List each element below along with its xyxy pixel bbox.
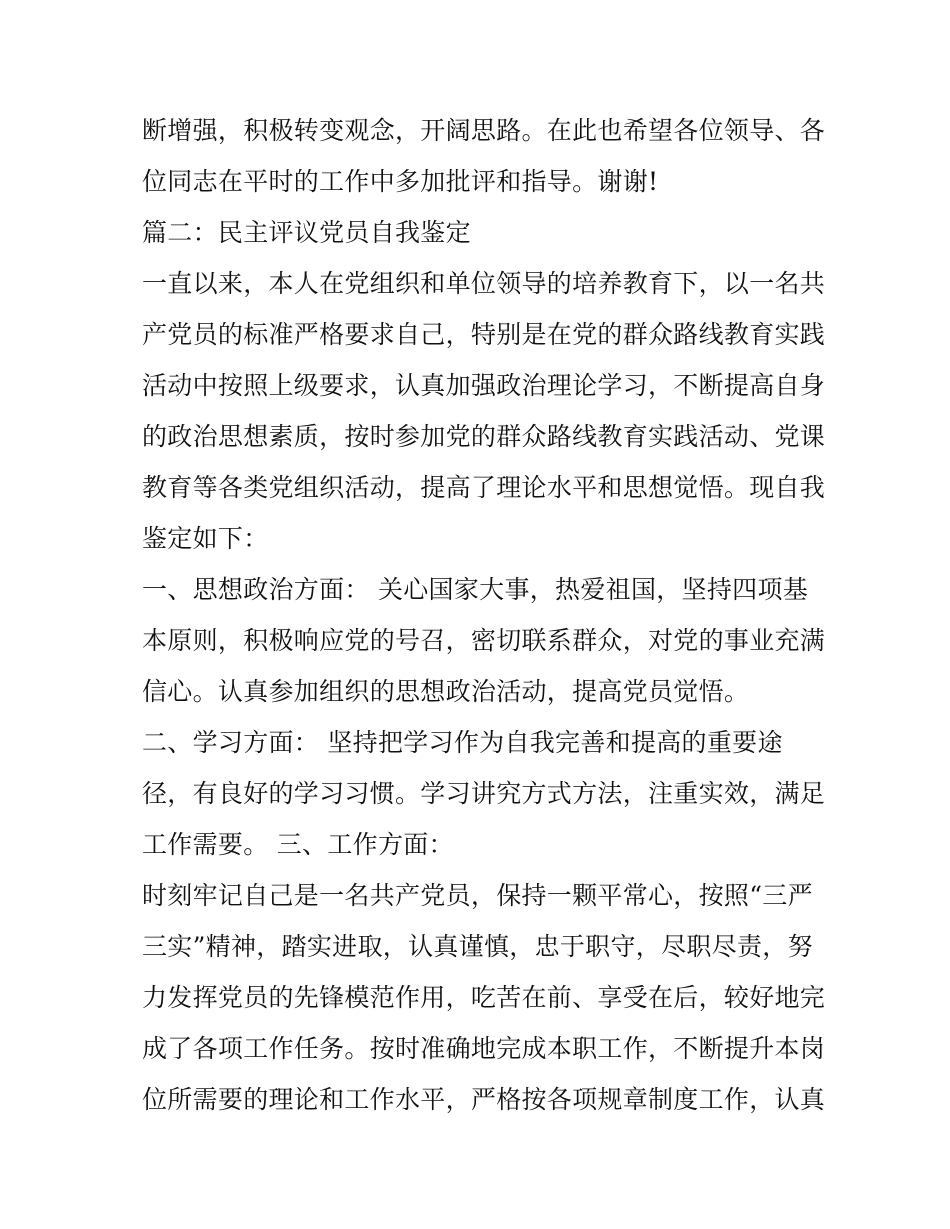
text-line: 信心。认真参加组织的思想政治活动，提高党员觉悟。 [142,677,750,706]
text-line: 三实”精神，踏实进取，认真谨慎，忠于职守，尽职尽责，努 [142,932,813,961]
text-line: 成了各项工作任务。按时准确地完成本职工作，不断提升本岗 [142,1034,826,1063]
text-line: 鉴定如下： [142,524,269,553]
text-line: 工作需要。 三、工作方面： [142,830,454,859]
text-line: 位所需要的理论和工作水平，严格按各项规章制度工作，认真 [142,1085,826,1114]
text-line: 断增强，积极转变观念，开阔思路。在此也希望各位领导、各 [142,116,826,145]
section-heading: 篇二：民主评议党员自我鉴定 [142,218,471,247]
text-line: 时刻牢记自己是一名共产党员，保持一颗平常心，按照“三严 [142,881,813,910]
text-line: 产党员的标准严格要求自己，特别是在党的群众路线教育实践 [142,320,826,349]
text-line: 径，有良好的学习习惯。学习讲究方式方法，注重实效，满足 [142,779,826,808]
text-line: 的政治思想素质，按时参加党的群众路线教育实践活动、党课 [142,422,826,451]
text-line: 二、学习方面： 坚持把学习作为自我完善和提高的重要途 [142,728,783,757]
document-body [142,113,826,1133]
text-line: 活动中按照上级要求，认真加强政治理论学习，不断提高自身 [142,371,826,400]
text-line: 一、思想政治方面： 关心国家大事，热爱祖国，坚持四项基 [142,575,809,604]
text-line: 位同志在平时的工作中多加批评和指导。谢谢! [142,167,659,196]
text-line: 一直以来，本人在党组织和单位领导的培养教育下，以一名共 [142,269,826,298]
text-line: 力发挥党员的先锋模范作用，吃苦在前、享受在后，较好地完 [142,983,826,1012]
text-line: 本原则，积极响应党的号召，密切联系群众，对党的事业充满 [142,626,826,655]
text-line: 教育等各类党组织活动，提高了理论水平和思想觉悟。现自我 [142,473,826,502]
